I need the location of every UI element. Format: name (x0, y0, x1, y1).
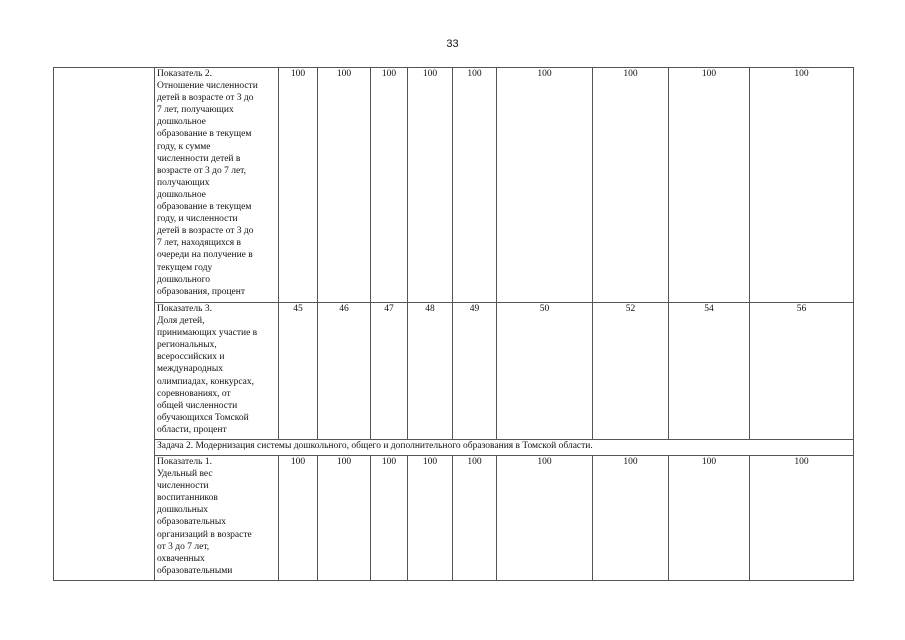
value-cell: 100 (318, 456, 371, 581)
value-cell: 46 (318, 303, 371, 440)
indicator-cell: Показатель 3. Доля детей, принимающих участие в региональных, всероссийских и международных олимпиадах, конкурсах, соревнованиях, от общей численности обучающихся Томской области, процент (155, 303, 279, 440)
value-cell: 100 (371, 456, 408, 581)
value-cell: 100 (318, 68, 371, 303)
value-cell: 100 (669, 456, 750, 581)
table-row (54, 440, 854, 456)
value-cell: 100 (279, 456, 318, 581)
value-cell: 100 (408, 456, 453, 581)
table-row (54, 68, 854, 303)
value-cell: 100 (750, 456, 854, 581)
value-cell: 100 (497, 456, 593, 581)
value-cell: 49 (453, 303, 497, 440)
value-cell: 100 (669, 68, 750, 303)
task-heading-cell: Задача 2. Модернизация системы дошкольного, общего и дополнительного образования в Томской области. (155, 440, 854, 456)
value-cell: 100 (408, 68, 453, 303)
value-cell: 56 (750, 303, 854, 440)
value-cell: 47 (371, 303, 408, 440)
value-cell: 100 (453, 456, 497, 581)
table-row (54, 303, 854, 440)
value-cell: 100 (279, 68, 318, 303)
value-cell: 100 (593, 68, 669, 303)
value-cell: 100 (453, 68, 497, 303)
value-cell: 100 (371, 68, 408, 303)
page-number: 33 (446, 38, 459, 50)
indicator-cell: Показатель 1. Удельный вес численности воспитанников дошкольных образовательных организаций в возрасте от 3 до 7 лет, охваченных образовательными (155, 456, 279, 581)
empty-lead-cell (54, 68, 155, 581)
value-cell: 100 (593, 456, 669, 581)
value-cell: 100 (497, 68, 593, 303)
indicator-cell: Показатель 2. Отношение численности детей в возрасте от 3 до 7 лет, получающих дошкольное образование в текущем году, к сумме численности детей в возрасте от 3 до 7 лет, получающих дошкольное образование в текущем году, и численности детей в возрасте от 3 до 7 лет, находящихся в очереди на получение в текущем году дошкольного образования, процент (155, 68, 279, 303)
value-cell: 100 (750, 68, 854, 303)
value-cell: 52 (593, 303, 669, 440)
table-row (54, 456, 854, 581)
value-cell: 45 (279, 303, 318, 440)
indicators-table (53, 67, 854, 581)
value-cell: 50 (497, 303, 593, 440)
value-cell: 54 (669, 303, 750, 440)
value-cell: 48 (408, 303, 453, 440)
